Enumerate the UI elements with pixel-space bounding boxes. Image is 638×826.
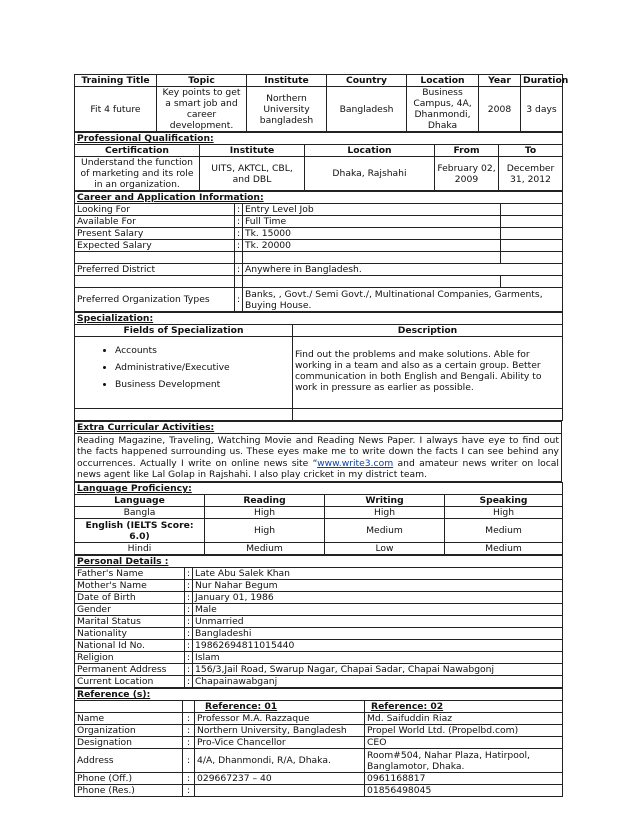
training-cell: Northern University bangladesh — [247, 87, 327, 132]
section-title-professional: Professional Qualification: — [75, 133, 563, 145]
personal-value: Chapainawabganj — [193, 676, 563, 688]
resume-page — [74, 74, 569, 797]
language-cell: English (IELTS Score: 6.0) — [75, 519, 205, 543]
language-header: Speaking — [445, 495, 563, 507]
specialization-item: • Business Development — [115, 379, 290, 390]
reference-label: Designation — [75, 737, 183, 749]
training-header: Topic — [157, 75, 247, 87]
specialization-table — [74, 312, 563, 421]
training-header: Training Title — [75, 75, 157, 87]
career-row — [75, 240, 563, 252]
specialization-item: • Accounts — [115, 345, 290, 356]
language-cell: High — [205, 519, 325, 543]
training-cell: Fit 4 future — [75, 87, 157, 132]
colon: : — [183, 773, 195, 785]
colon: : — [235, 228, 243, 240]
colon: : — [183, 785, 195, 797]
section-title-personal: Personal Details : — [75, 556, 563, 568]
professional-cell: December 31, 2012 — [499, 157, 563, 191]
language-header: Language — [75, 495, 205, 507]
colon: : — [185, 628, 193, 640]
career-value: Tk. 15000 — [243, 228, 501, 240]
reference-2-value: CEO — [365, 737, 563, 749]
professional-header: To — [499, 145, 563, 157]
training-header: Duration — [521, 75, 563, 87]
language-cell: High — [205, 507, 325, 519]
personal-table — [74, 555, 563, 688]
section-title-extra: Extra Curricular Activities: — [75, 422, 562, 434]
personal-row — [75, 580, 563, 592]
reference-label: Name — [75, 713, 183, 725]
personal-value: Late Abu Salek Khan — [193, 568, 563, 580]
colon: : — [185, 676, 193, 688]
reference-2-value: Room#504, Nahar Plaza, Hatirpool, Banglamotor, Dhaka. — [365, 749, 563, 773]
language-cell: Hindi — [75, 543, 205, 555]
reference-label: Organization — [75, 725, 183, 737]
training-cell: 2008 — [479, 87, 521, 132]
career-value: Entry Level Job — [243, 204, 501, 216]
career-label: Available For — [75, 216, 235, 228]
colon: : — [185, 568, 193, 580]
training-cell: 3 days — [521, 87, 563, 132]
language-cell: Medium — [445, 543, 563, 555]
language-cell: High — [325, 507, 445, 519]
reference-1-value: Professor M.A. Razzaque — [195, 713, 365, 725]
career-value: Anywhere in Bangladesh. — [243, 264, 563, 276]
specialization-header-row — [75, 325, 563, 337]
personal-row — [75, 676, 563, 688]
colon: : — [185, 652, 193, 664]
professional-header: Location — [305, 145, 435, 157]
reference-1-value: 029667237 – 40 — [195, 773, 365, 785]
personal-row — [75, 640, 563, 652]
career-row — [75, 228, 563, 240]
professional-cell: February 02, 2009 — [435, 157, 499, 191]
language-cell: Low — [325, 543, 445, 555]
training-header: Country — [327, 75, 407, 87]
career-label: Expected Salary — [75, 240, 235, 252]
reference-header-row — [75, 701, 563, 713]
career-table — [74, 191, 563, 312]
colon: : — [235, 288, 243, 312]
reference-2-title: Reference: 02 — [371, 701, 444, 713]
career-label: Preferred District — [75, 264, 235, 276]
reference-2-value: Md. Saifuddin Riaz — [365, 713, 563, 725]
personal-label: Permanent Address — [75, 664, 185, 676]
career-label: Present Salary — [75, 228, 235, 240]
personal-value: 19862694811015440 — [193, 640, 563, 652]
career-row — [75, 288, 563, 312]
personal-label: Gender — [75, 604, 185, 616]
colon: : — [235, 216, 243, 228]
personal-value: Male — [193, 604, 563, 616]
personal-label: Religion — [75, 652, 185, 664]
colon: : — [185, 664, 193, 676]
professional-cell: UITS, AKTCL, CBL, and DBL — [200, 157, 305, 191]
specialization-header: Description — [293, 325, 563, 337]
language-cell: Medium — [205, 543, 325, 555]
reference-label: Phone (Off.) — [75, 773, 183, 785]
specialization-list — [77, 345, 290, 390]
professional-header: Certification — [75, 145, 200, 157]
colon: : — [235, 264, 243, 276]
professional-cell: Dhaka, Rajshahi — [305, 157, 435, 191]
reference-1-value: Northern University, Bangladesh — [195, 725, 365, 737]
language-header-row — [75, 495, 563, 507]
reference-row — [75, 737, 563, 749]
personal-row — [75, 652, 563, 664]
personal-label: National Id No. — [75, 640, 185, 652]
reference-row — [75, 773, 563, 785]
reference-label: Phone (Res.) — [75, 785, 183, 797]
language-cell: Bangla — [75, 507, 205, 519]
reference-2-value: Propel World Ltd. (Propelbd.com) — [365, 725, 563, 737]
training-header: Year — [479, 75, 521, 87]
language-row — [75, 519, 563, 543]
professional-header: Institute — [200, 145, 305, 157]
reference-row — [75, 713, 563, 725]
reference-1-title: Reference: 01 — [205, 701, 278, 713]
career-row — [75, 216, 563, 228]
personal-row — [75, 604, 563, 616]
career-value: Full Time — [243, 216, 501, 228]
professional-row — [75, 157, 563, 191]
personal-label: Marital Status — [75, 616, 185, 628]
section-title-career: Career and Application Information: — [75, 192, 563, 204]
personal-label: Mother's Name — [75, 580, 185, 592]
section-title-reference: Reference (s): — [75, 689, 563, 701]
extra-table — [74, 421, 562, 482]
career-label: Looking For — [75, 204, 235, 216]
extra-paragraph: Reading Magazine, Traveling, Watching Movie and Reading News Paper. I always have eye to find out the facts happened surrounding us. These eyes make me to write down the facts I can see behind any occurrences. Actually I write on online news site “www.write3.com and amateur news writer on local news agent like Lal Golap in Rajshahi. I also play cricket in my district team. — [75, 434, 562, 482]
colon: : — [183, 749, 195, 773]
training-cell: Business Campus, 4A, Dhanmondi, Dhaka — [407, 87, 479, 132]
career-value: Tk. 20000 — [243, 240, 501, 252]
specialization-item: • Administrative/Executive — [115, 362, 290, 373]
career-row — [75, 264, 563, 276]
personal-label: Current Location — [75, 676, 185, 688]
colon: : — [235, 204, 243, 216]
reference-1-value: 4/A, Dhanmondi, R/A, Dhaka. — [195, 749, 365, 773]
reference-1-value: Pro-Vice Chancellor — [195, 737, 365, 749]
language-row — [75, 507, 563, 519]
personal-label: Date of Birth — [75, 592, 185, 604]
personal-row — [75, 592, 563, 604]
personal-label: Father's Name — [75, 568, 185, 580]
professional-header: From — [435, 145, 499, 157]
specialization-description: Find out the problems and make solutions. Able for working in a team and also as a certain group. Better communication in both English and Bengali. Ability to work in pressure as earlier as possible. — [293, 337, 563, 409]
career-row — [75, 204, 563, 216]
reference-label: Address — [75, 749, 183, 773]
specialization-row — [75, 337, 563, 409]
language-row — [75, 543, 563, 555]
training-row — [75, 87, 563, 132]
training-cell: Key points to get a smart job and career development. — [157, 87, 247, 132]
personal-row — [75, 568, 563, 580]
training-header: Institute — [247, 75, 327, 87]
personal-row — [75, 628, 563, 640]
training-table — [74, 74, 569, 132]
personal-value: Bangladeshi — [193, 628, 563, 640]
colon: : — [185, 592, 193, 604]
write3-link[interactable]: www.write3.com — [317, 457, 394, 469]
colon: : — [185, 616, 193, 628]
colon: : — [185, 640, 193, 652]
training-header-row — [75, 75, 563, 87]
personal-value: Unmarried — [193, 616, 563, 628]
colon: : — [183, 713, 195, 725]
personal-label: Nationality — [75, 628, 185, 640]
language-header: Reading — [205, 495, 325, 507]
reference-row — [75, 725, 563, 737]
professional-table — [74, 132, 563, 191]
personal-value: January 01, 1986 — [193, 592, 563, 604]
professional-header-row — [75, 145, 563, 157]
career-value: Banks, , Govt./ Semi Govt./, Multinational Companies, Garments, Buying House. — [243, 288, 563, 312]
colon: : — [235, 240, 243, 252]
reference-row — [75, 749, 563, 773]
reference-2-value: 0961168817 — [365, 773, 563, 785]
colon: : — [183, 737, 195, 749]
language-header: Writing — [325, 495, 445, 507]
reference-2-value: 01856498045 — [365, 785, 563, 797]
colon: : — [185, 580, 193, 592]
professional-cell: Understand the function of marketing and its role in an organization. — [75, 157, 200, 191]
personal-row — [75, 616, 563, 628]
section-title-language: Language Proficiency: — [75, 483, 563, 495]
training-cell: Bangladesh — [327, 87, 407, 132]
language-table — [74, 482, 563, 555]
reference-1-value — [195, 785, 365, 797]
specialization-header: Fields of Specialization — [75, 325, 293, 337]
training-header: Location — [407, 75, 479, 87]
personal-value: 156/3,Jail Road, Swarup Nagar, Chapai Sadar, Chapai Nawabgonj — [193, 664, 563, 676]
reference-table — [74, 688, 563, 797]
language-cell: Medium — [445, 519, 563, 543]
colon: : — [183, 725, 195, 737]
colon: : — [185, 604, 193, 616]
reference-row — [75, 785, 563, 797]
personal-value: Islam — [193, 652, 563, 664]
language-cell: Medium — [325, 519, 445, 543]
personal-row — [75, 664, 563, 676]
personal-value: Nur Nahar Begum — [193, 580, 563, 592]
section-title-specialization: Specialization: — [75, 313, 563, 325]
career-label: Preferred Organization Types — [75, 288, 235, 312]
language-cell: High — [445, 507, 563, 519]
